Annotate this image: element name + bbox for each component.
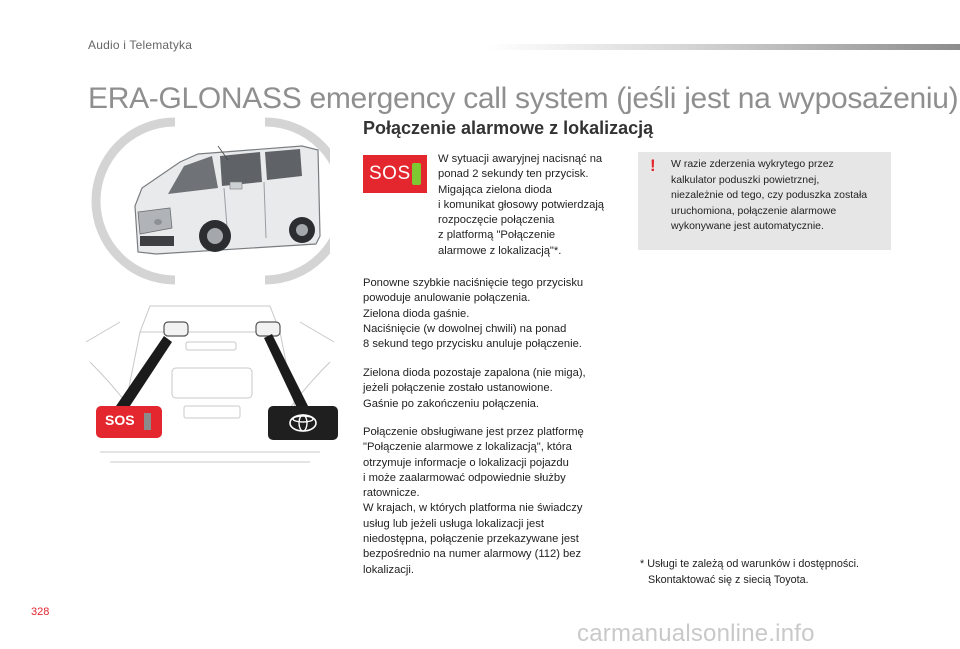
sos-badge-text: SOS [369, 163, 411, 184]
van-body [135, 146, 320, 254]
page-title: ERA-GLONASS emergency call system (jeśli jest na wyposażeniu) [88, 82, 959, 115]
text-line: ratownicze. [363, 487, 420, 500]
text-line: Zielona dioda pozostaje zapalona (nie miga), [363, 367, 586, 379]
text-line: W krajach, w których platforma nie świadczy [363, 502, 583, 515]
text-line: kalkulator poduszki powietrznej, [671, 173, 820, 186]
paragraph-led-status [363, 366, 613, 412]
text-line: niedostępna, połączenie przekazywane jest [363, 533, 579, 546]
text-line: usług lub jeżeli usługa lokalizacji jest [363, 517, 544, 530]
console-buttons [164, 322, 280, 336]
green-led-icon [412, 163, 421, 185]
text-line: W razie zderzenia wykrytego przez [671, 158, 834, 170]
sos-button-label: SOS [105, 412, 135, 428]
text-line: z platformą "Połączenie [438, 229, 556, 242]
footnote-line-1: * Usługi te zależą od warunków i dostępności. [640, 558, 860, 570]
section-label: Audio i Telematyka [88, 38, 193, 52]
page-number: 328 [31, 606, 50, 618]
toyota-button-callout [268, 406, 338, 440]
van-illustration [80, 116, 330, 286]
warning-icon: ! [650, 156, 656, 175]
warning-text [671, 157, 886, 235]
sos-button-icon [363, 155, 427, 193]
header-gradient-bar [488, 44, 960, 50]
text-line: W sytuacji awaryjnej nacisnąć na [438, 153, 603, 165]
text-line: Migająca zielona dioda [438, 183, 552, 196]
text-line: 8 sekund tego przycisku anuluje połączenie. [363, 338, 582, 351]
text-line: rozpoczęcie połączenia [438, 214, 555, 227]
text-line: "Połączenie alarmowe z lokalizacją", która [363, 441, 572, 454]
pointer-arrow-left [116, 336, 172, 412]
ceiling-console-illustration [80, 302, 340, 472]
text-line: Ponowne szybkie naciśnięcie tego przycisku [363, 277, 584, 289]
text-line: i komunikat głosowy potwierdzają [438, 198, 605, 211]
text-line: Naciśnięcie (w dowolnej chwili) na ponad [363, 322, 567, 335]
pointer-arrow-right [264, 334, 308, 410]
text-line: wykonywane jest automatycznie. [671, 220, 824, 233]
text-line: otrzymuje informacje o lokalizacji pojazdu [363, 456, 569, 469]
text-line: lokalizacji. [363, 563, 414, 576]
text-line: niezależnie od tego, czy poduszka została [671, 189, 868, 202]
section-subtitle: Połączenie alarmowe z lokalizacją [363, 118, 654, 138]
text-line: Zielona dioda gaśnie. [363, 307, 470, 320]
text-line: i może zaalarmować odpowiednie służby [363, 471, 566, 484]
warning-box [638, 152, 891, 250]
watermark: carmanualsonline.info [577, 620, 815, 647]
text-line: jeżeli połączenie zostało ustanowione. [363, 382, 553, 395]
text-line: Połączenie obsługiwane jest przez platformę [363, 426, 584, 438]
text-line: Gaśnie po zakończeniu połączenia. [363, 397, 540, 410]
paragraph-cancel [363, 276, 613, 352]
text-line: bezpośrednio na numer alarmowy (112) bez [363, 548, 582, 561]
text-line: powoduje anulowanie połączenia. [363, 292, 531, 305]
footnote [640, 557, 920, 588]
footnote-line-2: Skontaktować się z siecią Toyota. [648, 573, 809, 586]
text-line: ponad 2 sekundy ten przycisk. [438, 168, 589, 181]
paragraph-sos-press [438, 152, 623, 259]
text-line: uruchomiona, połączenie alarmowe [671, 204, 837, 217]
paragraph-platform [363, 425, 613, 578]
text-line: alarmowe z lokalizacją"*. [438, 244, 562, 257]
